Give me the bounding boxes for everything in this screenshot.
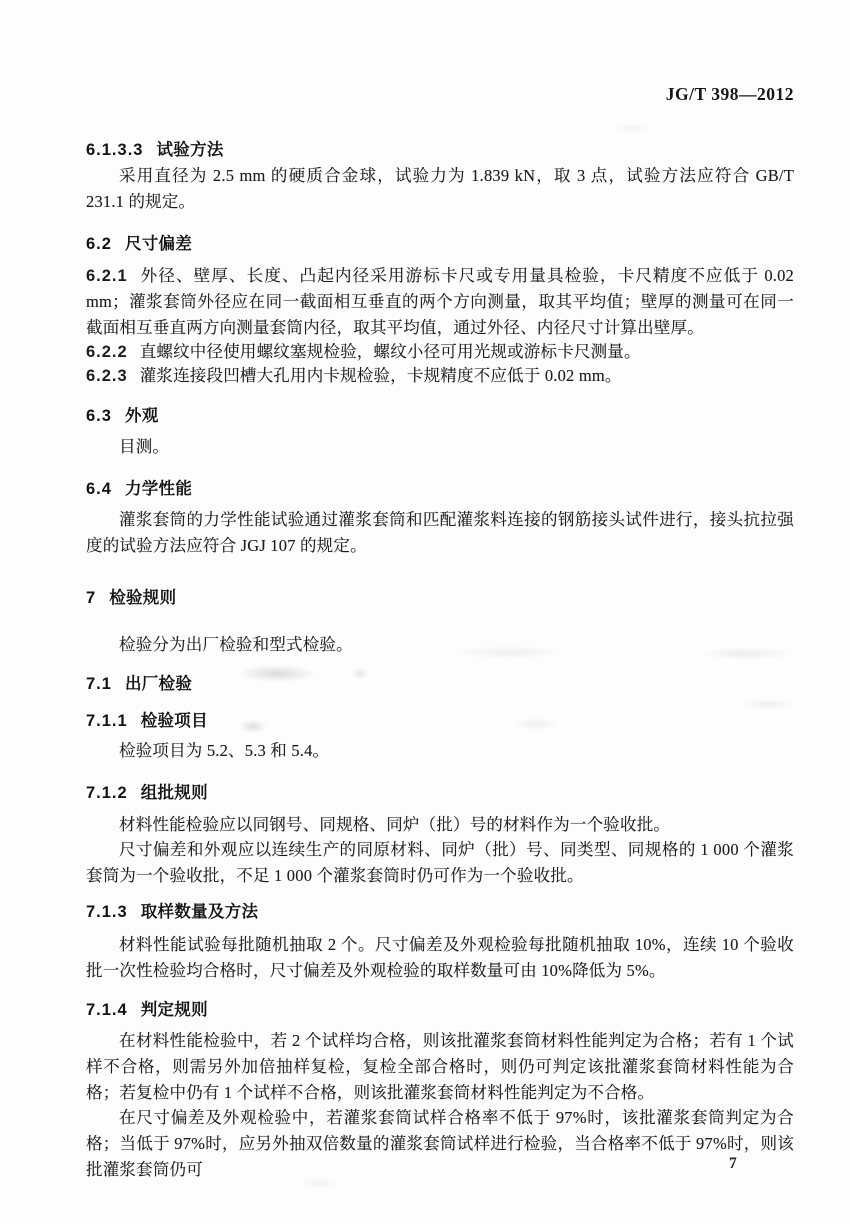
paragraph-6-3: 目测。 [119,437,170,456]
clause-text: 外径、壁厚、长度、凸起内径采用游标卡尺或专用量具检验，卡尺精度不应低于 0.02 mm；灌浆套筒外径应在同一截面相互垂直的两个方向测量，取其平均值；壁厚的测量可在同一截面相互垂直两方向测量套筒内径，取其平均值，通过外径、内径尺寸计算出壁厚。 [86,266,794,337]
clause-number: 6.3 [86,407,112,425]
clause-title: 取样数量及方法 [140,903,259,921]
clause-number: 6.2.2 [86,343,128,361]
clause-6-2-2 [86,339,794,365]
paragraph-7-1-3: 材料性能试验每批随机抽取 2 个。尺寸偏差及外观检验每批随机抽取 10%，连续 10 个验收批一次性检验均合格时，尺寸偏差及外观检验的取样数量可由 10%降低为 5%。 [86,935,794,980]
clause-title: 力学性能 [124,480,193,498]
heading-6-3 [86,402,794,426]
clause-number: 7.1.2 [86,784,128,802]
clause-number: 6.2.3 [86,367,128,385]
heading-6-4 [86,475,794,499]
clause-6-2-3 [86,363,794,389]
clause-title: 组批规则 [140,784,208,802]
clause-number: 7.1 [86,675,112,693]
clause-title: 检验项目 [140,712,208,730]
clause-number: 6.2.1 [86,267,128,285]
paragraph-7-1-4-b: 在尺寸偏差及外观检验中，若灌浆套筒试样合格率不低于 97%时，该批灌浆套筒判定为合格；当低于 97%时，应另外抽双倍数量的灌浆套筒试样进行检验，当合格率不低于 97%时，则该批灌浆套筒仍可 [86,1108,794,1179]
heading-7-1-1 [86,707,794,731]
clause-text: 灌浆连接段凹槽大孔用内卡规检验，卡规精度不应低于 0.02 mm。 [139,366,622,385]
paragraph-7-1-2-b: 尺寸偏差和外观应以连续生产的同原材料、同炉（批）号、同类型、同规格的 1 000 个灌浆套筒为一个验收批，不足 1 000 个灌浆套筒时仍可作为一个验收批。 [86,840,794,885]
page-number: 7 [729,1155,737,1172]
paragraph-7: 检验分为出厂检验和型式检验。 [119,635,353,654]
clause-title: 检验规则 [109,589,177,607]
paragraph-6-1-3-3: 采用直径为 2.5 mm 的硬质合金球，试验力为 1.839 kN，取 3 点，试验方法应符合 GB/T 231.1 的规定。 [86,166,794,211]
standard-code-header: JG/T 398—2012 [665,84,794,104]
clause-title: 出厂检验 [124,675,193,693]
heading-6-2 [86,230,794,254]
clause-number: 6.1.3.3 [86,141,144,159]
clause-title: 尺寸偏差 [124,235,193,253]
clause-number: 7.1.1 [86,712,128,730]
heading-7-1-3 [86,898,794,922]
heading-7-1 [86,670,794,694]
clause-title: 外观 [124,407,159,425]
clause-text: 直螺纹中径使用螺纹塞规检验，螺纹小径可用光规或游标卡尺测量。 [139,342,641,361]
clause-number: 6.2 [86,235,112,253]
clause-number: 6.4 [86,480,112,498]
paragraph-7-1-1: 检验项目为 5.2、5.3 和 5.4。 [119,741,330,760]
heading-7-1-4 [86,996,794,1020]
paragraph-6-4: 灌浆套筒的力学性能试验通过灌浆套筒和匹配灌浆料连接的钢筋接头试件进行，接头抗拉强度的试验方法应符合 JGJ 107 的规定。 [86,510,794,555]
scan-smudge [616,124,648,133]
clause-number: 7 [86,589,97,607]
paragraph-7-1-2-a: 材料性能检验应以同钢号、同规格、同炉（批）号的材料作为一个验收批。 [119,815,671,834]
heading-7-1-2 [86,779,794,803]
heading-7 [86,584,794,608]
clause-number: 7.1.4 [86,1001,128,1019]
clause-number: 7.1.3 [86,903,128,921]
clause-title: 判定规则 [140,1001,208,1019]
heading-6-1-3-3 [86,136,794,160]
clause-6-2-1 [86,263,794,341]
clause-title: 试验方法 [156,141,224,159]
paragraph-7-1-4-a: 在材料性能检验中，若 2 个试样均合格，则该批灌浆套筒材料性能判定为合格；若有 1 个试样不合格，则需另外加倍抽样复检，复检全部合格时，则仍可判定该批灌浆套筒材料性能为合格；若复检中仍有 1 个试样不合格，则该批灌浆套筒材料性能判定为不合格。 [86,1031,794,1102]
